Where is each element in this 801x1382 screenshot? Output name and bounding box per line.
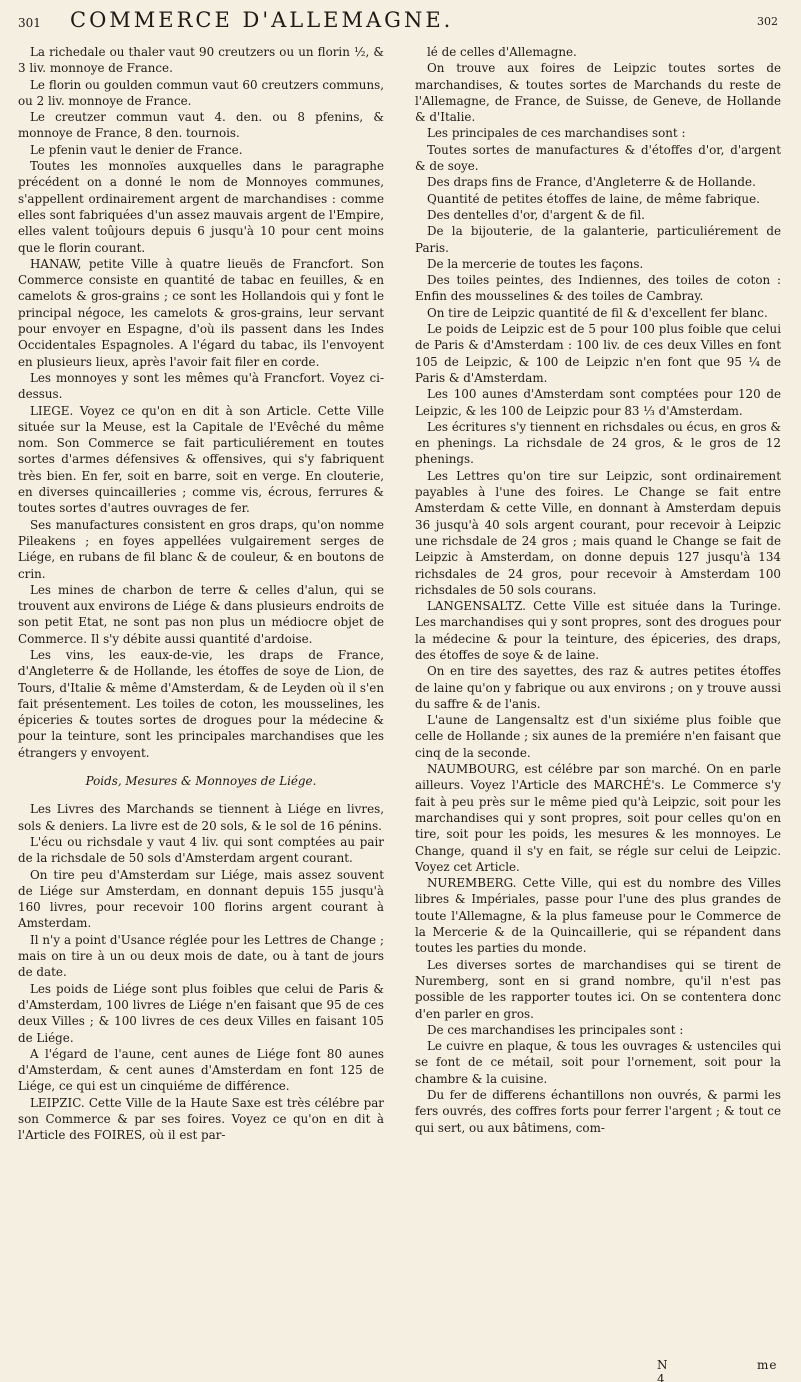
signature-mark: N 4 <box>657 1358 669 1382</box>
paragraph: Des draps fins de France, d'Angleterre & de Hollande. <box>427 175 756 190</box>
right-column <box>415 44 781 1136</box>
paragraph: L'écu ou richsdale y vaut 4 liv. qui sont comptées au pair de la richsdale de 50 sols d'Amsterdam argent courant. <box>18 834 384 866</box>
paragraph: Quantité de petites étoffes de laine, de même fabrique. <box>427 191 760 206</box>
paragraph: A l'égard de l'aune, cent aunes de Liége font 80 aunes d'Amsterdam, & cent aunes d'Amsterdam en font 125 de Liége, ce qui est un cinquiéme de différence. <box>18 1046 384 1094</box>
paragraph: Les écritures s'y tiennent en richsdales ou écus, en gros & en phenings. La richsdale de 24 gros, & le gros de 12 phenings. <box>415 419 781 467</box>
paragraph: HANAW, petite Ville à quatre lieuës de Francfort. Son Commerce consiste en quantité de tabac en feuilles, & en camelots & gros-grains ; ce sont les Hollandois qui y font le principal négoce, les camelots & gros-grains, leur servant pour envoyer en Espagne, d'où ils passent dans les Indes Occidentales Espagnoles. A l'égard du tabac, ils l'envoyent en plusieurs lieux, après l'avoir fait filer en corde. <box>18 256 384 369</box>
running-title: COMMERCE D'ALLEMAGNE. <box>70 8 454 32</box>
two-column-text <box>18 44 781 1354</box>
paragraph: LANGENSALTZ. Cette Ville est située dans la Turinge. Les marchandises qui y sont propres, sont des drogues pour la médecine & pour la teinture, des épiceries, des draps, des étoffes de soye & de laine. <box>415 599 781 662</box>
paragraph: L'aune de Langensaltz est d'un sixiéme plus foible que celle de Hollande ; six aunes de la premiére n'en faisant que cinq de la seconde. <box>415 713 781 760</box>
paragraph: Il n'y a point d'Usance réglée pour les Lettres de Change ; mais on tire à un ou deux mois de date, ou à tant de jours de date. <box>18 932 384 980</box>
paragraph: Les poids de Liége sont plus foibles que celui de Paris & d'Amsterdam, 100 livres de Liége n'en faisant que 95 de ces deux Villes ; & 100 livres de ces deux Villes en faisant 105 de Liége. <box>18 981 384 1045</box>
paragraph: lé de celles d'Allemagne. <box>427 45 577 59</box>
paragraph: On trouve aux foires de Leipzic toutes sortes de marchandises, & toutes sortes de Marchands du reste de l'Allemagne, de France, de Suisse, de Geneve, de Hollande & d'Italie. <box>415 61 781 125</box>
paragraph: LIEGE. Voyez ce qu'on en dit à son Article. Cette Ville située sur la Meuse, est la Capitale de l'Evêché du même nom. Son Commerce se fait particuliérement en toutes sortes d'armes défensives & offensives, qui s'y fabriquent très bien. En fer, soit en barre, soit en verge. En clouterie, en diverses quincailleries ; comme vis, écrous, ferrures & toutes sortes d'autres ouvrages de fer. <box>18 403 384 516</box>
paragraph: Toutes sortes de manufactures & d'étoffes d'or, d'argent & de soye. <box>415 142 781 174</box>
paragraph: Les 100 aunes d'Amsterdam sont comptées pour 120 de Leipzic, & les 100 de Leipzic pour 83 ⅓ d'Amsterdam. <box>415 387 781 418</box>
paragraph: Le cuivre en plaque, & tous les ouvrages & ustenciles qui se font de ce métail, soit pour l'ornement, soit pour la chambre & la cuisine. <box>415 1039 781 1086</box>
paragraph: De la bijouterie, de la galanterie, particuliérement de Paris. <box>415 224 781 255</box>
paragraph: Toutes les monnoïes auxquelles dans le paragraphe précédent on a donné le nom de Monnoyes communes, s'appellent ordinairement argent de marchandises : comme elles sont fabriquées d'un assez mauvais argent de l'Empire, elles valent toûjours depuis 6 jusqu'à 10 pour cent moins que le florin courant. <box>18 159 384 255</box>
paragraph: Le pfenin vaut le denier de France. <box>30 142 243 157</box>
paragraph: Le creutzer commun vaut 4. den. ou 8 pfenins, & monnoye de France, 8 den. tournois. <box>18 110 384 141</box>
paragraph: Les Lettres qu'on tire sur Leipzic, sont ordinairement payables à l'une des foires. Le Change se fait entre Amsterdam & cette Ville, en donnant à Amsterdam depuis 36 jusqu'à 40 sols argent courant, pour recevoir à Leipzic une richsdale de 24 gros ; mais quand le Change se fait de Leipzic à Amsterdam, on donne depuis 127 jusqu'à 134 richsdales de 24 gros, pour recevoir à Amsterdam 100 richsdales de 50 sols courans. <box>415 468 781 597</box>
paragraph: De la mercerie de toutes les façons. <box>427 256 644 271</box>
paragraph: Des toiles peintes, des Indiennes, des toiles de coton : Enfin des mousselines & des toiles de Cambray. <box>415 273 781 304</box>
paragraph: Du fer de differens échantillons non ouvrés, & parmi les fers ouvrés, des coffres forts pour ferrer l'argent ; & tout ce qui sert, ou aux bâtimens, com- <box>415 1088 781 1135</box>
paragraph: Les monnoyes y sont les mêmes qu'à Francfort. Voyez ci-dessus. <box>18 370 384 402</box>
paragraph: NAUMBOURG, est célébre par son marché. On en parle ailleurs. Voyez l'Article des MARCHÉ's. Le Commerce s'y fait à peu près sur le même pied qu'à Leipzic, soit pour les marchandises qui y sont propres, soit pour celles qu'on en tire, soit pour les poids, les mesures & les monnoyes. Le Change, quand il s'y en fait, se régle sur celui de Leipzic. Voyez cet Article. <box>415 762 781 874</box>
paragraph: De ces marchandises les principales sont : <box>427 1022 684 1037</box>
paragraph: Le poids de Leipzic est de 5 pour 100 plus foible que celui de Paris & d'Amsterdam : 100 liv. de ces deux Villes en font 105 de Leipzic, & 100 de Leipzic n'en font que 95 ¼ de Paris & d'Amsterdam. <box>415 322 781 385</box>
paragraph: NUREMBERG. Cette Ville, qui est du nombre des Villes libres & Impériales, passe pour l'une des plus grandes de toute l'Allemagne, & la plus fameuse pour le Commerce de la Mercerie & de la Quincaillerie, qui se répandent dans toutes les parties du monde. <box>415 876 781 956</box>
paragraph: LEIPZIC. Cette Ville de la Haute Saxe est très célébre par son Commerce & par ses foires. Voyez ce qu'on en dit à l'Article des FOIRES, où il est par- <box>18 1095 384 1143</box>
paragraph: Les mines de charbon de terre & celles d'alun, qui se trouvent aux environs de Liége & dans plusieurs endroits de son petit Etat, ne sont pas non plus un médiocre objet de Commerce. Il s'y débite aussi quantité d'ardoise. <box>18 582 384 646</box>
paragraph: Les vins, les eaux-de-vie, les draps de France, d'Angleterre & de Hollande, les étoffes de soye de Lion, de Tours, d'Italie & même d'Amsterdam, & de Leyden où il s'en fait présentement. Les toiles de coton, les mousselines, les épiceries & toutes sortes de drogues pour la médecine & pour la teinture, sont les principales marchandises que les étrangers y envoyent. <box>18 647 384 760</box>
paragraph: On tire peu d'Amsterdam sur Liége, mais assez souvent de Liége sur Amsterdam, en donnant depuis 155 jusqu'à 160 livres, pour recevoir 100 florins argent courant à Amsterdam. <box>18 867 384 931</box>
page-header <box>18 8 778 36</box>
paragraph: On tire de Leipzic quantité de fil & d'excellent fer blanc. <box>427 305 768 320</box>
page-number-right: 302 <box>757 15 778 28</box>
paragraph: La richedale ou thaler vaut 90 creutzers ou un florin ½, & 3 liv. monnoye de France. <box>18 45 384 76</box>
paragraph: On en tire des sayettes, des raz & autres petites étoffes de laine qu'on y fabrique ou aux environs ; on y trouve aussi du saffre & de l'anis. <box>415 664 781 711</box>
left-column <box>18 44 384 1144</box>
paragraph: Les diverses sortes de marchandises qui se tirent de Nuremberg, sont en si grand nombre, qu'il n'est pas possible de les rapporter toutes ici. On se contentera donc d'en parler en gros. <box>415 957 781 1021</box>
paragraph: Les principales de ces marchandises sont : <box>427 126 686 141</box>
page-number-left: 301 <box>18 16 41 30</box>
paragraph: Les Livres des Marchands se tiennent à Liége en livres, sols & deniers. La livre est de 20 sols, & le sol de 16 pénins. <box>18 802 384 833</box>
paragraph: Ses manufactures consistent en gros draps, qu'on nomme Pileakens ; en foyes appellées vulgairement serges de Liége, en rubans de fil blanc & de couleur, & en boutons de crin. <box>18 517 384 581</box>
section-subheading: Poids, Mesures & Monnoyes de Liége. <box>85 774 317 789</box>
paragraph: Le florin ou goulden commun vaut 60 creutzers communs, ou 2 liv. monnoye de France. <box>18 77 384 108</box>
catchword: me <box>757 1358 778 1372</box>
paragraph: Des dentelles d'or, d'argent & de fil. <box>427 207 645 222</box>
